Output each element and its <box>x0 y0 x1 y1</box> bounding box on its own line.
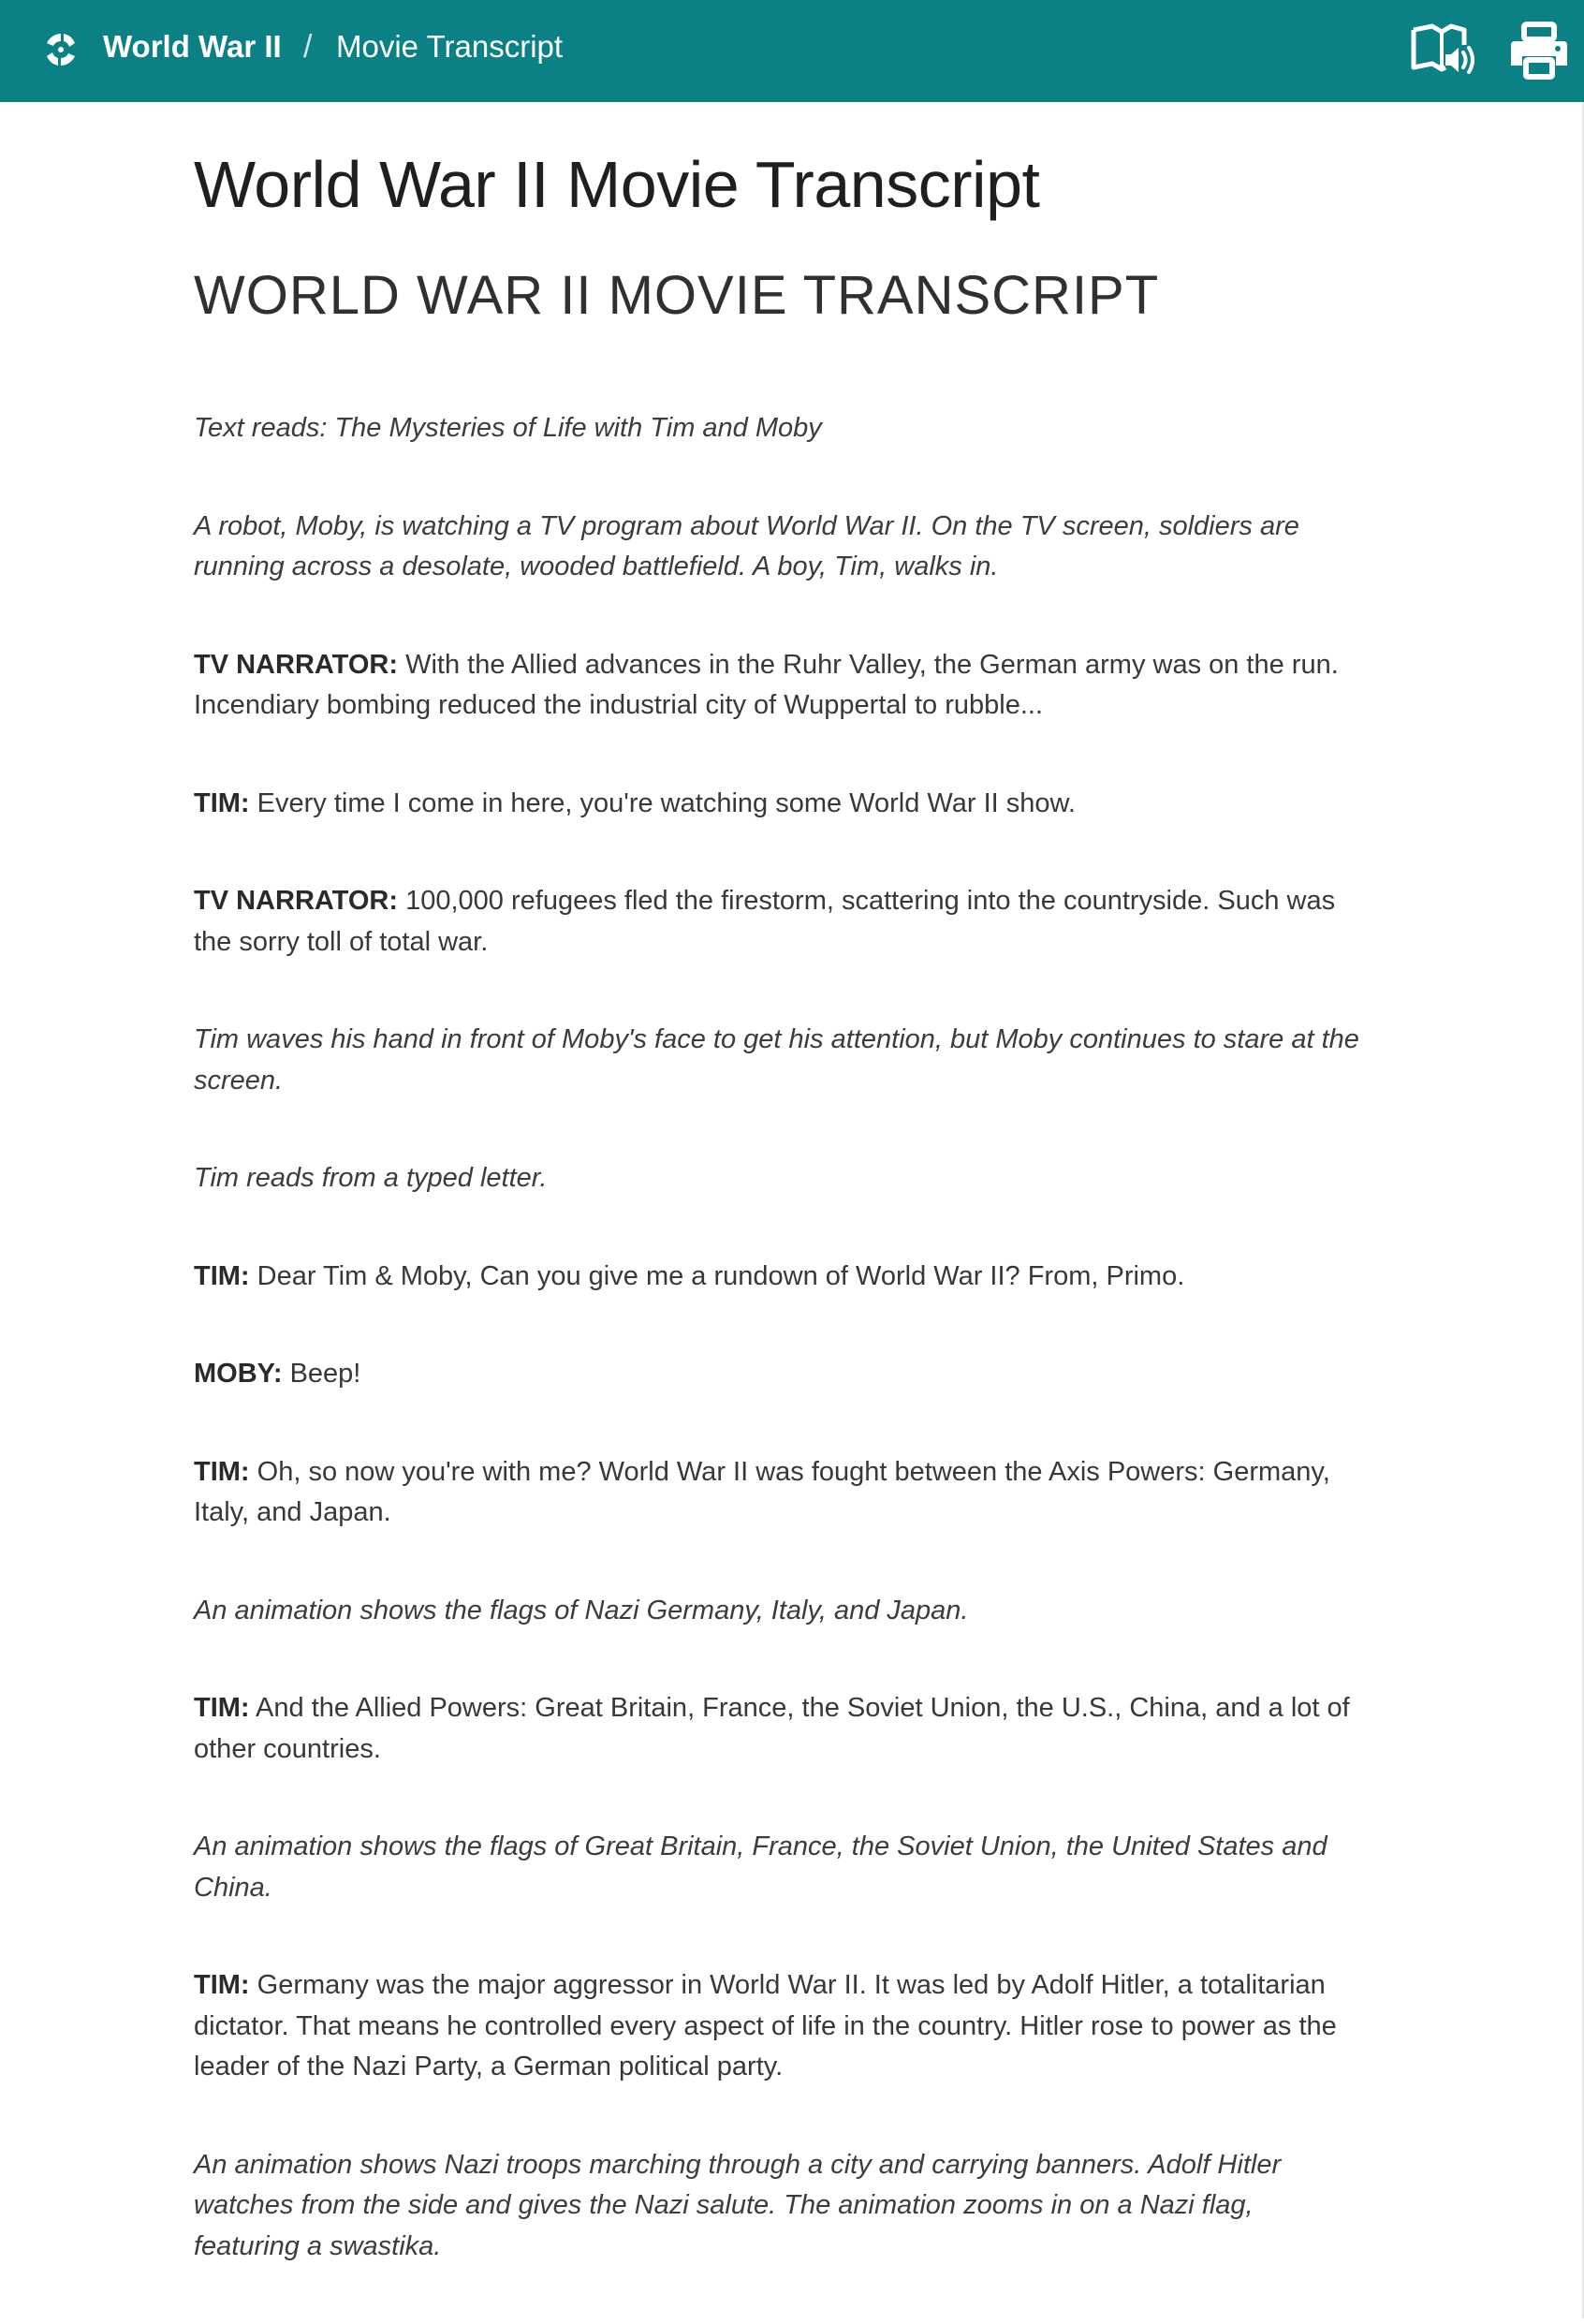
dialogue-text: Dear Tim & Moby, Can you give me a rundown of World War II? From, Primo. <box>249 1260 1185 1291</box>
page-title: World War II Movie Transcript <box>194 148 1040 221</box>
dialogue-text: Every time I come in here, you're watching some World War II show. <box>249 787 1076 818</box>
dialogue-line <box>194 1354 1364 1395</box>
transcript-content <box>194 140 1364 2324</box>
dialogue-line <box>194 881 1364 963</box>
stage-direction-text: An animation shows the flags of Great Britain, France, the Soviet Union, the United States and China. <box>194 1831 1327 1903</box>
dialogue-line <box>194 1965 1364 2088</box>
dialogue-text: Beep! <box>282 1359 361 1389</box>
dialogue-line <box>194 1688 1364 1770</box>
print-button[interactable] <box>1505 21 1573 81</box>
section-heading: WORLD WAR II MOVIE TRANSCRIPT <box>194 265 1160 326</box>
stage-direction-text: Tim reads from a typed letter. <box>194 1163 548 1193</box>
breadcrumb-separator: / <box>303 29 313 65</box>
dialogue-text: Germany was the major aggressor in World War II. It was led by Adolf Hitler, a totalitarian dictator. That means he controlled every aspect of life in the country. Hitler rose to power as the leader of the Nazi Party, a German political party. <box>194 1970 1337 2081</box>
top-nav-bar <box>0 0 1584 102</box>
stage-direction <box>194 1591 1364 1632</box>
stage-direction-text: A robot, Moby, is watching a TV program about World War II. On the TV screen, soldiers are running across a desolate, wooded battlefield. A boy, Tim, walks in. <box>194 510 1299 581</box>
speaker-name: TIM: <box>194 1456 250 1487</box>
speaker-name: TIM: <box>194 1970 250 2000</box>
dialogue-text: 100,000 refugees fled the firestorm, scattering into the countryside. Such was the sorry toll of total war. <box>194 886 1336 957</box>
read-aloud-button[interactable] <box>1408 21 1479 81</box>
stage-direction <box>194 1158 1364 1199</box>
speaker-name: TIM: <box>194 787 250 818</box>
speaker-name: MOBY: <box>194 1359 283 1389</box>
stage-direction-text: An animation shows Nazi troops marching through a city and carrying banners. Adolf Hitler watches from the side and gives the Nazi salute. The animation zooms in on a Nazi flag, featuring a swastika. <box>194 2149 1282 2261</box>
speaker-name: TV NARRATOR: <box>194 649 399 680</box>
transcript-body <box>194 408 1364 2267</box>
speaker-name: TIM: <box>194 1260 250 1291</box>
dialogue-line <box>194 1257 1364 1298</box>
breadcrumb-home-link[interactable]: World War II <box>103 29 282 64</box>
stage-direction <box>194 507 1364 588</box>
dialogue-line <box>194 1452 1364 1534</box>
stage-direction <box>194 408 1364 449</box>
printer-icon <box>1505 21 1573 81</box>
breadcrumb-current: Movie Transcript <box>336 29 564 64</box>
brainpop-logo-icon[interactable] <box>41 30 81 69</box>
speaker-name: TV NARRATOR: <box>194 886 399 916</box>
dialogue-line <box>194 645 1364 727</box>
stage-direction-text: An animation shows the flags of Nazi Germany, Italy, and Japan. <box>194 1595 969 1625</box>
stage-direction-text: Text reads: The Mysteries of Life with Tim and Moby <box>194 413 822 443</box>
speaker-name: TIM: <box>194 1693 250 1723</box>
dialogue-text: And the Allied Powers: Great Britain, France, the Soviet Union, the U.S., China, and a lot of other countries. <box>194 1693 1350 1764</box>
dialogue-line <box>194 784 1364 825</box>
dialogue-text: With the Allied advances in the Ruhr Valley, the German army was on the run. Incendiary bombing reduced the industrial city of Wuppertal to rubble... <box>194 649 1339 720</box>
read-aloud-icon <box>1408 21 1479 81</box>
dialogue-text: Oh, so now you're with me? World War II was fought between the Axis Powers: Germany, Italy, and Japan. <box>194 1456 1330 1527</box>
stage-direction <box>194 1827 1364 1908</box>
stage-direction-text: Tim waves his hand in front of Moby's face to get his attention, but Moby continues to stare at the screen. <box>194 1024 1359 1096</box>
stage-direction <box>194 2145 1364 2268</box>
stage-direction <box>194 1020 1364 1101</box>
